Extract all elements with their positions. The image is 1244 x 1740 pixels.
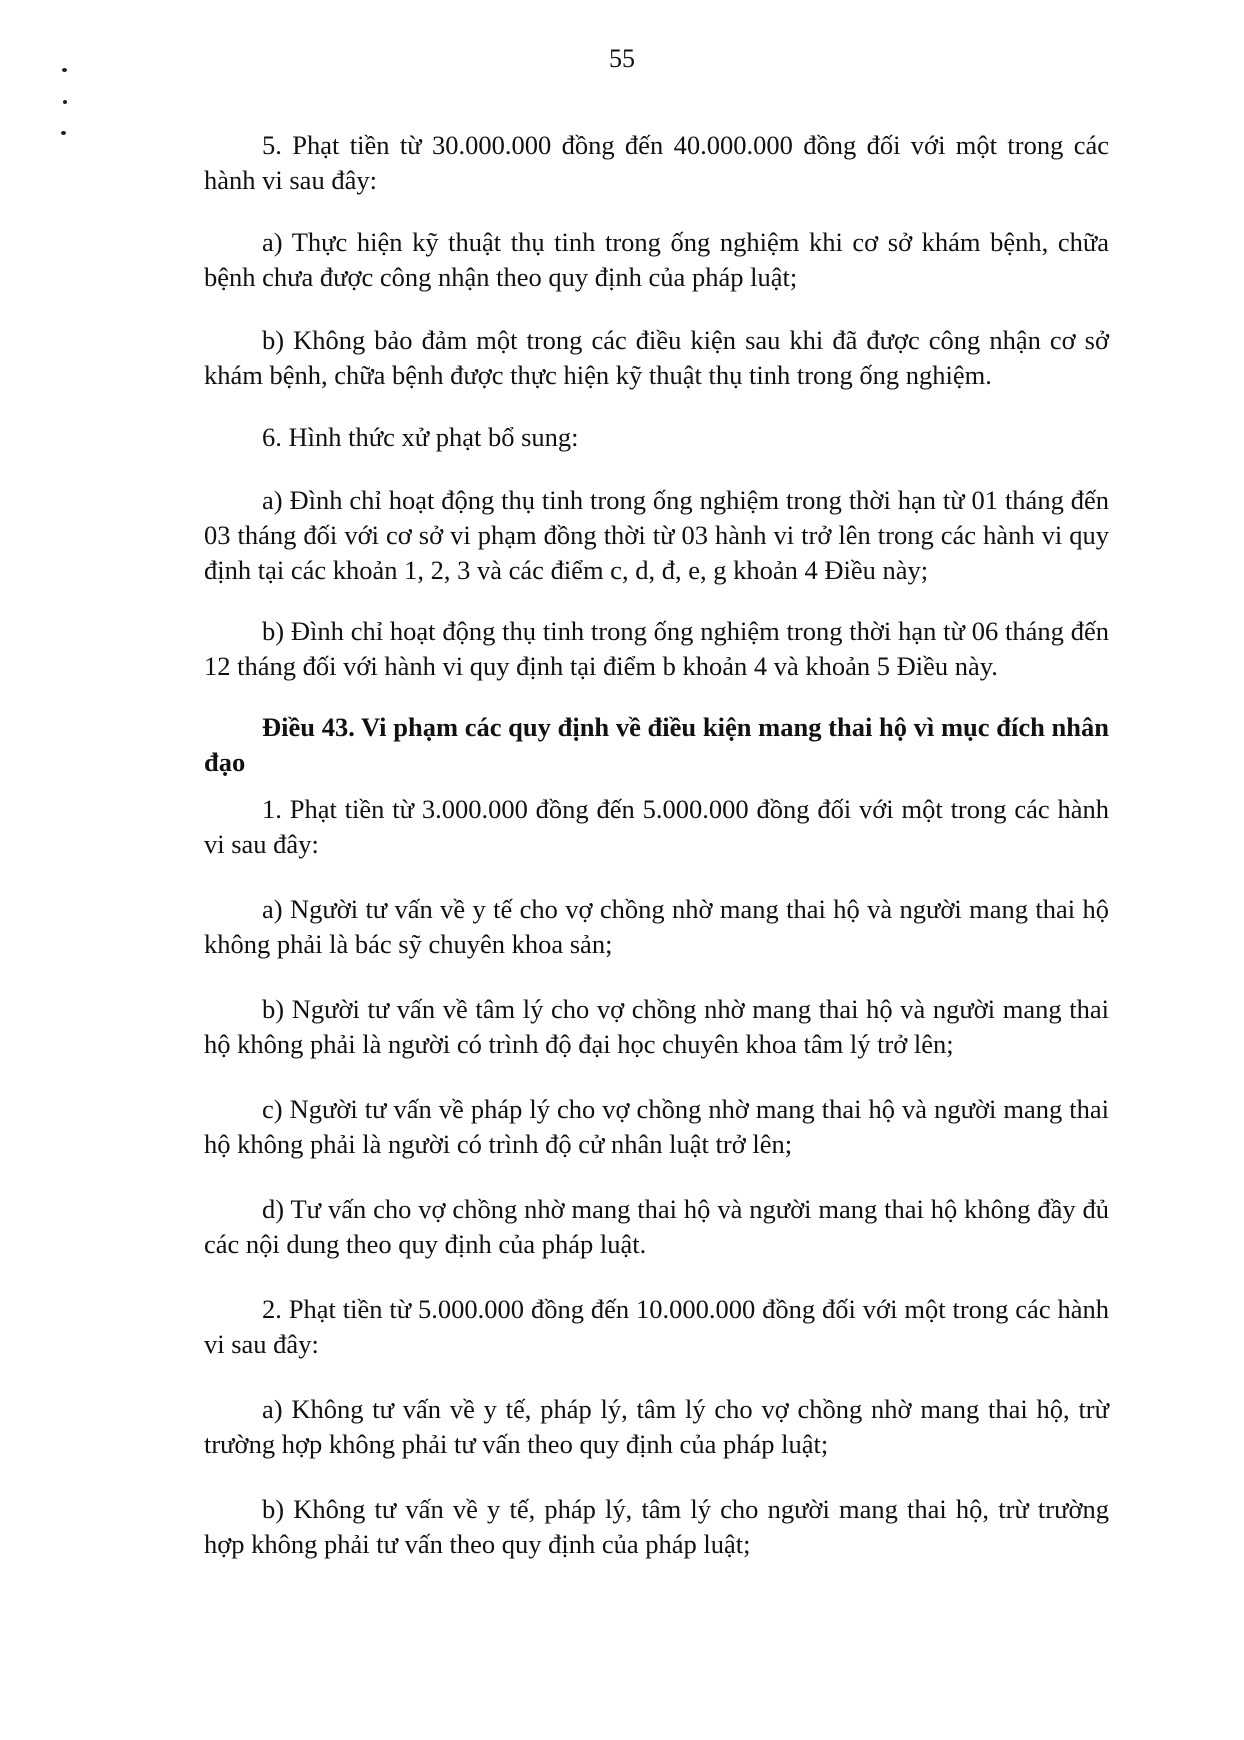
scan-mark: [61, 131, 66, 135]
paragraph-article-43-clause-1d: d) Tư vấn cho vợ chồng nhờ mang thai hộ và người mang thai hộ không đầy đủ các nội dung theo quy định của pháp luật.: [204, 1194, 1109, 1259]
article-43-heading: Điều 43. Vi phạm các quy định về điều kiện mang thai hộ vì mục đích nhân đạo: [204, 712, 1109, 777]
page-number: 55: [609, 44, 635, 73]
paragraph-article-43-clause-1b: b) Người tư vấn về tâm lý cho vợ chồng nhờ mang thai hộ và người mang thai hộ không phải là người có trình độ đại học chuyên khoa tâm lý trở lên;: [204, 994, 1109, 1059]
paragraph-article-43-clause-2b: b) Không tư vấn về y tế, pháp lý, tâm lý cho người mang thai hộ, trừ trường hợp không phải tư vấn theo quy định của pháp luật;: [204, 1494, 1109, 1559]
paragraph-article-43-clause-1a: a) Người tư vấn về y tế cho vợ chồng nhờ mang thai hộ và người mang thai hộ không phải là bác sỹ chuyên khoa sản;: [204, 894, 1109, 959]
paragraph-clause-5: 5. Phạt tiền từ 30.000.000 đồng đến 40.000.000 đồng đối với một trong các hành vi sau đây:: [204, 130, 1109, 195]
paragraph-clause-6b: b) Đình chỉ hoạt động thụ tinh trong ống nghiệm trong thời hạn từ 06 tháng đến 12 tháng đối với hành vi quy định tại điểm b khoản 4 và khoản 5 Điều này.: [204, 616, 1109, 681]
paragraph-clause-5b: b) Không bảo đảm một trong các điều kiện sau khi đã được công nhận cơ sở khám bệnh, chữa bệnh được thực hiện kỹ thuật thụ tinh trong ống nghiệm.: [204, 325, 1109, 390]
paragraph-clause-5a: a) Thực hiện kỹ thuật thụ tinh trong ống nghiệm khi cơ sở khám bệnh, chữa bệnh chưa được công nhận theo quy định của pháp luật;: [204, 227, 1109, 292]
document-body: [204, 128, 1109, 1562]
paragraph-clause-6a: a) Đình chỉ hoạt động thụ tinh trong ống nghiệm trong thời hạn từ 01 tháng đến 03 tháng đối với cơ sở vi phạm đồng thời từ 03 hành vi trở lên trong các hành vi quy định tại các khoản 1, 2, 3 và các điểm c, d, đ, e, g khoản 4 Điều này;: [204, 485, 1109, 585]
paragraph-article-43-clause-1c: c) Người tư vấn về pháp lý cho vợ chồng nhờ mang thai hộ và người mang thai hộ không phải là người có trình độ cử nhân luật trở lên;: [204, 1094, 1109, 1159]
paragraph-article-43-clause-2a: a) Không tư vấn về y tế, pháp lý, tâm lý cho vợ chồng nhờ mang thai hộ, trừ trường hợp không phải tư vấn theo quy định của pháp luật;: [204, 1394, 1109, 1459]
paragraph-article-43-clause-1: 1. Phạt tiền từ 3.000.000 đồng đến 5.000.000 đồng đối với một trong các hành vi sau đây:: [204, 794, 1109, 859]
scan-mark: [63, 100, 67, 104]
paragraph-clause-6: 6. Hình thức xử phạt bổ sung:: [262, 422, 579, 452]
paragraph-article-43-clause-2: 2. Phạt tiền từ 5.000.000 đồng đến 10.000.000 đồng đối với một trong các hành vi sau đây:: [204, 1294, 1109, 1359]
